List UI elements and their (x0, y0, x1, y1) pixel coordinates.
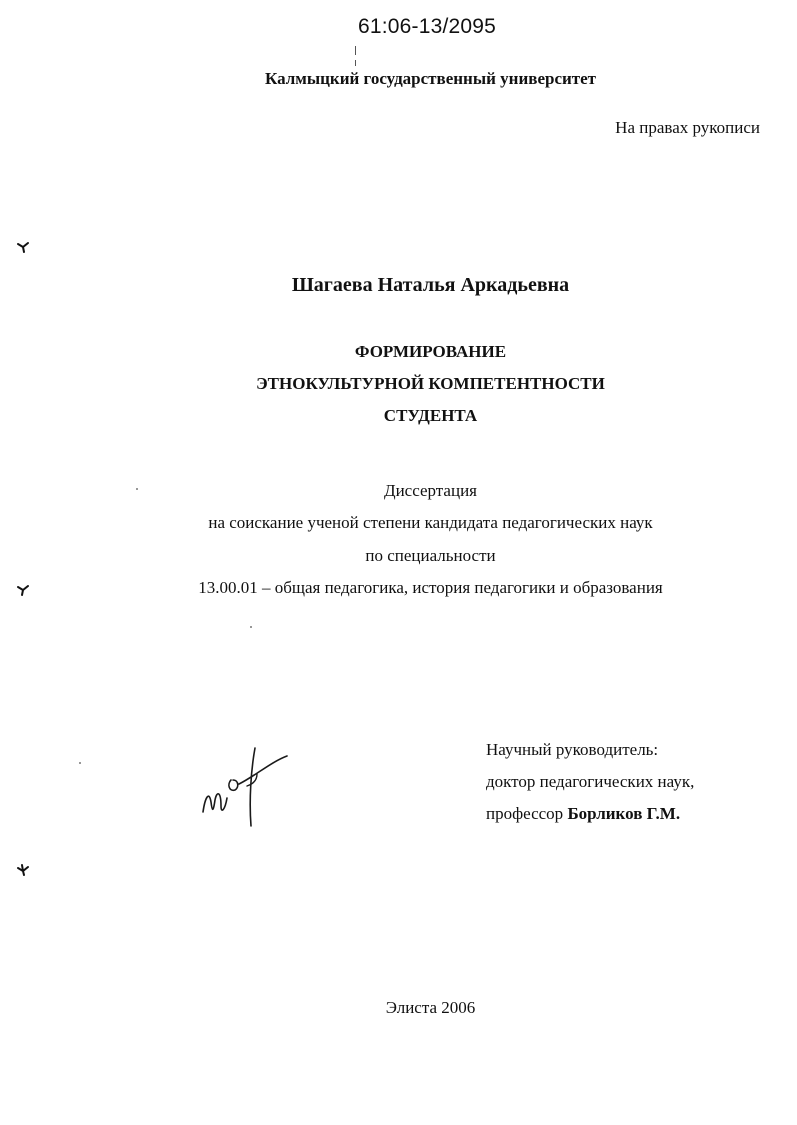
degree-sought: на соискание ученой степени кандидата педагогических наук (208, 513, 653, 532)
scan-speck (250, 626, 252, 628)
supervisor-degree: доктор педагогических наук, (486, 772, 695, 791)
handwritten-signature (195, 740, 295, 830)
work-type: Диссертация (383, 481, 477, 500)
city-year: Элиста 2006 (385, 998, 476, 1017)
title-line-1: ФОРМИРОВАНИЕ (354, 342, 507, 361)
rights-note: На правах рукописи (615, 118, 760, 137)
university-name: Калмыцкий государственный университет (264, 69, 597, 88)
supervisor-label: Научный руководитель: (486, 740, 659, 759)
supervisor-name: Борликов Г.М. (567, 804, 681, 823)
stamp-tick-mark (355, 46, 356, 55)
archive-stamp-code: 61:06-13/2095 (358, 15, 497, 38)
title-line-3: СТУДЕНТА (383, 406, 478, 425)
supervisor-line (486, 804, 680, 824)
scan-speck (79, 762, 81, 764)
specialty-code: 13.00.01 – общая педагогика, история педагогики и образования (198, 578, 663, 597)
title-line-2: ЭТНОКУЛЬТУРНОЙ КОМПЕТЕНТНОСТИ (256, 374, 605, 393)
author-name: Шагаева Наталья Аркадьевна (291, 274, 570, 296)
stamp-tick-mark (355, 60, 356, 66)
specialty-label: по специальности (365, 546, 496, 565)
binding-hole-mark-icon (16, 863, 30, 877)
binding-hole-mark-icon (16, 240, 30, 254)
supervisor-position: профессор (486, 804, 564, 823)
scan-speck (136, 488, 138, 490)
binding-hole-mark-icon (16, 583, 30, 597)
